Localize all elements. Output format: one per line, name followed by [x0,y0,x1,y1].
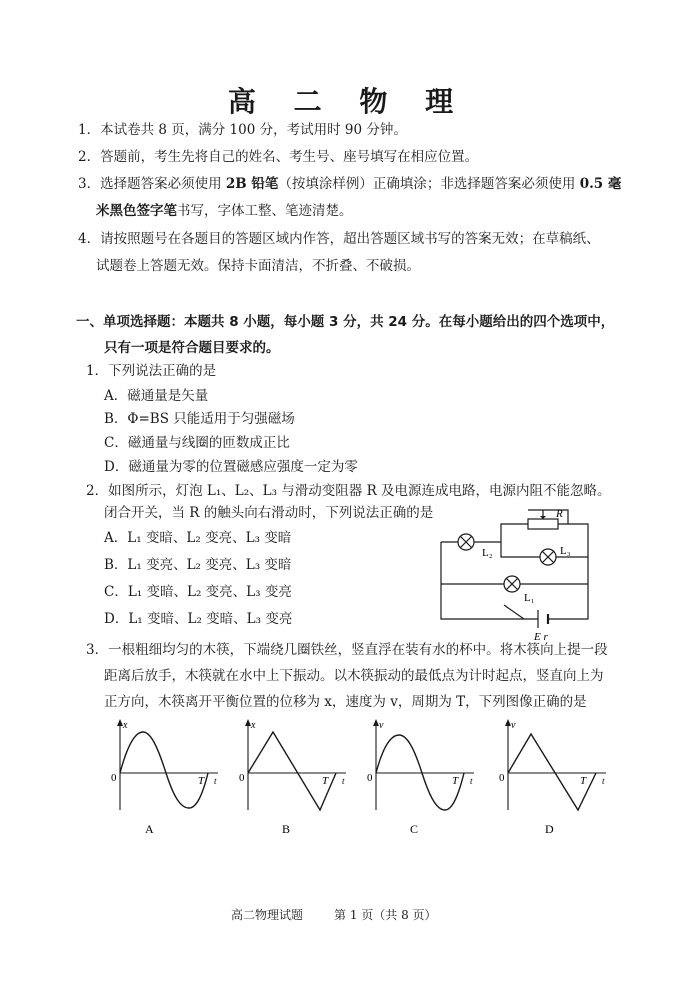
label-R: R [556,508,563,520]
q1-option-c: C．磁通量与线圈的匝数成正比 [104,435,290,451]
q3-stem-cont: 距离后放手，木筷就在水中上下振动。以木筷振动的最低点为计时起点，竖直向上为 [104,668,604,684]
label-battery: E r [534,631,548,642]
graph-d-origin: 0 [499,772,505,784]
instruction-bold: 0.5 毫 [579,176,622,192]
graph-c-label: C [410,822,419,836]
q1-option-b: B．Φ=BS 只能适用于匀强磁场 [104,411,295,427]
instruction-4-cont: 试题卷上答题无效。保持卡面清洁，不折叠、不破损。 [96,258,420,274]
instruction-3-cont [96,201,353,221]
graph-b-origin: 0 [239,772,245,784]
q2-option-c: C．L₁ 变暗、L₂ 变亮、L₃ 变亮 [104,584,292,600]
q1-option-a: A．磁通量是矢量 [104,388,209,404]
instruction-4 [78,229,600,249]
circuit-wire [501,524,528,542]
q3-stem-cont2: 正方向，木筷离开平衡位置的位移为 x，速度为 v，周期为 T，下列图像正确的是 [104,694,587,710]
graph-a-label: A [145,822,154,836]
instruction-text: 请按照题号在各题目的答题区域内作答，超出答题区域书写的答案无效；在草稿纸、 [100,231,600,247]
instruction-2 [78,147,478,167]
graph-d-t: t [602,776,605,786]
q1-stem: 1．下列说法正确的是 [86,363,217,379]
q2-option-a: A．L₁ 变暗、L₂ 变亮、L₃ 变暗 [104,530,292,546]
graph-a-T: T [198,775,205,787]
graph-a [108,718,228,840]
graph-c-ylabel: v [379,720,384,731]
graph-c-t: t [470,776,473,786]
q2-option-b: B．L₁ 变亮、L₂ 变亮、L₃ 变暗 [104,557,292,573]
graph-a-t: t [214,776,217,786]
instruction-text: 答题前，考生先将自己的姓名、考生号、座号填写在相应位置。 [100,149,479,165]
label-L2: L₂ [482,547,493,559]
q2-option-d: D．L₁ 变暗、L₂ 变暗、L₃ 变亮 [104,611,293,627]
circuit-wire [501,542,540,557]
graph-b-T: T [322,775,329,787]
section-line: 单项选择题：本题共 8 小题，每小题 3 分，共 24 分。在每小题给出的四个选项中， [103,314,615,330]
instruction-num: 3． [78,176,101,192]
graph-a-origin: 0 [111,772,117,784]
section-header [76,310,614,330]
q3-stem: 3．一根粗细均匀的木筷，下端绕几圈铁丝，竖直浮在装有水的杯中。将木筷向上提一段 [86,642,608,658]
instruction-text: 本试卷共 8 页，满分 100 分，考试用时 90 分钟。 [100,122,407,138]
graph-b [236,718,356,840]
instruction-bold: 2B 铅笔 [225,176,279,192]
switch [504,605,524,619]
rheostat [528,519,558,529]
instruction-1 [78,120,407,140]
graph-b-t: t [342,776,345,786]
instruction-3 [78,174,621,194]
graph-c-T: T [452,775,459,787]
instruction-text: （按填涂样例）正确填涂；非选择题答案必须使用 [278,176,580,192]
graph-d-T: T [580,775,587,787]
graph-a-ylabel: x [123,720,128,731]
q1-option-d: D．磁通量为零的位置磁感应强度一定为零 [104,459,358,475]
circuit-diagram [436,502,596,642]
instruction-num: 2． [78,149,101,165]
graph-c-origin: 0 [367,772,373,784]
footer-page: 第 1 页（共 8 页） [334,908,437,922]
section-label: 一、 [76,314,103,330]
label-L1: L₁ [524,592,535,604]
q2-stem: 2．如图所示，灯泡 L₁、L₂、L₃ 与滑动变阻器 R 及电源连成电路，电源内阻不能忽略。 [86,483,611,499]
graph-d-ylabel: v [511,720,516,731]
instruction-bold: 米黑色签字笔 [96,203,177,219]
graph-b-ylabel: x [251,720,256,731]
instruction-num: 4． [78,231,101,247]
footer-title: 高二物理试题 [231,908,304,922]
instruction-text: 选择题答案必须使用 [100,176,226,192]
instruction-num: 1． [78,122,101,138]
graph-d-label: D [545,822,554,836]
graph-d [496,718,616,840]
page-title: 高 二 物 理 [227,85,468,118]
circuit-wire [558,524,588,542]
graph-b-label: B [282,822,291,836]
graph-c [364,718,484,840]
instruction-text: 书写，字体工整、笔迹清楚。 [177,203,353,219]
section-header-cont: 只有一项是符合题目要求的。 [104,340,280,356]
label-L3: L₃ [560,545,571,557]
q2-stem-cont: 闭合开关，当 R 的触头向右滑动时，下列说法正确的是 [104,505,434,521]
